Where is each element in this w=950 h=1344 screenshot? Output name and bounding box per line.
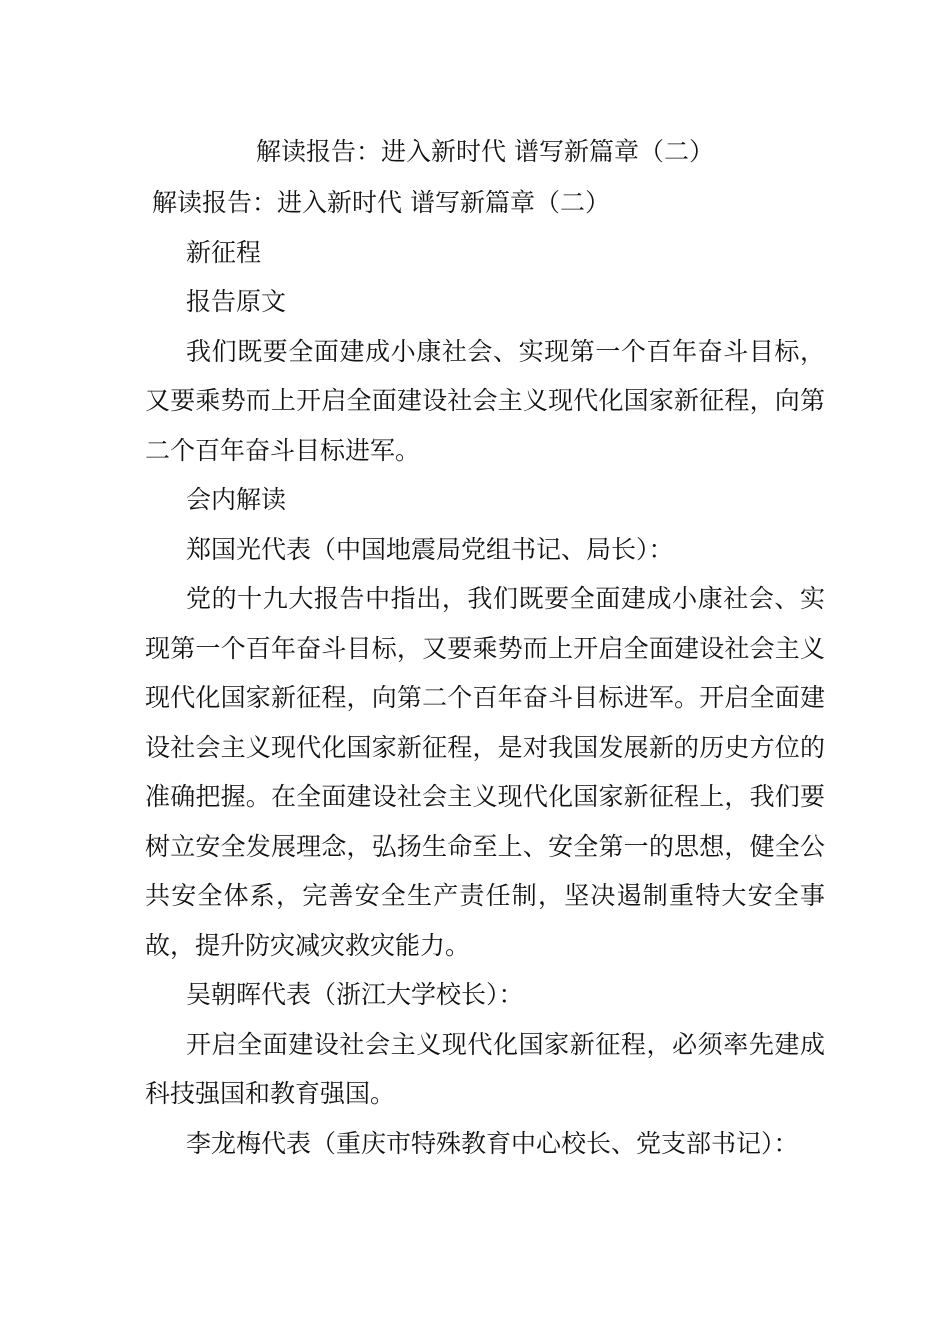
document-title: 解读报告：进入新时代 谱写新篇章（二） (256, 137, 714, 166)
speaker-statement: 开启全面建设社会主义现代化国家新征程，必须率先建成科技强国和教育强国。 (145, 1029, 825, 1108)
report-text: 我们既要全面建成小康社会、实现第一个百年奋斗目标，又要乘势而上开启全面建设社会主义现代化国家新征程，向第二个百年奋斗目标进军。 (145, 336, 825, 465)
interpretation-label: 会内解读 (186, 485, 287, 514)
speaker-name: 郑国光代表（中国地震局党组书记、局长）： (186, 534, 674, 564)
speaker-statement: 党的十九大报告中指出，我们既要全面建成小康社会、实现第一个百年奋斗目标，又要乘势而上开启全面建设社会主义现代化国家新征程，向第二个百年奋斗目标进军。开启全面建设社会主义现代化国家新征程，是对我国发展新的历史方位的准确把握。在全面建设社会主义现代化国家新征程上，我们要树立安全发展理念，弘扬生命至上、安全第一的思想，健全公共安全体系，完善安全生产责任制，坚决遏制重特大安全事故，提升防灾减灾救灾能力。 (145, 584, 825, 960)
speaker-name: 吴朝晖代表（浙江大学校长）： (186, 980, 524, 1009)
report-label: 报告原文 (186, 287, 287, 316)
section-heading: 新征程 (186, 237, 262, 267)
document-subtitle: 解读报告：进入新时代 谱写新篇章（二） (152, 188, 610, 217)
speaker-name: 李龙梅代表（重庆市特殊教育中心校长、党支部书记）： (186, 1128, 799, 1158)
document-body (145, 178, 825, 1168)
